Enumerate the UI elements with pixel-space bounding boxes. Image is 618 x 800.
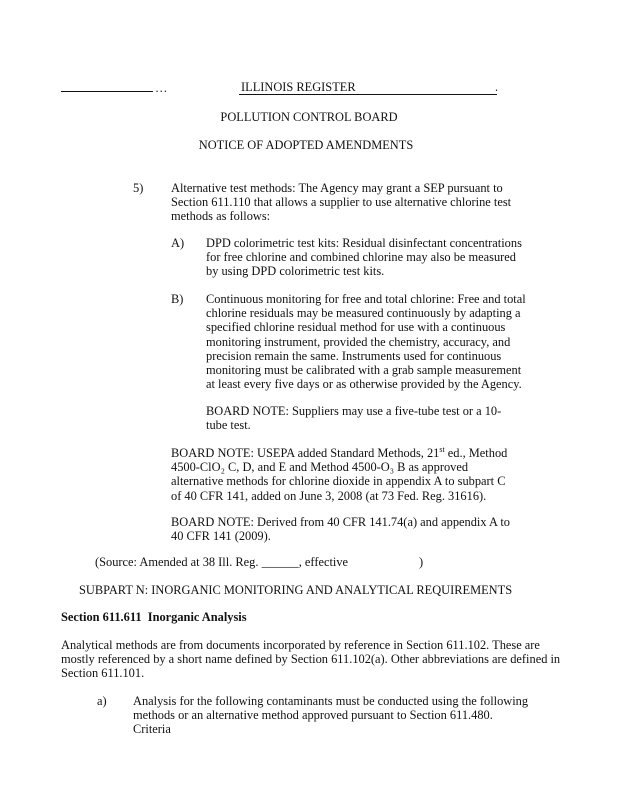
item-a-text: DPD colorimetric test kits: Residual disinfectant concentrations for free chlorine and combined chlorine may also be measured by using DPD colorimetric test kits. — [206, 236, 522, 279]
source-end: ) — [419, 555, 424, 569]
board-note-tube-test: BOARD NOTE: Suppliers may use a five-tube test or a 10-tube test. — [206, 404, 502, 433]
item-5-number: 5) — [133, 181, 144, 195]
left-dots: … — [155, 81, 168, 95]
section-number: Section 611.611 — [61, 610, 142, 624]
source-middle: , effective — [298, 555, 349, 569]
register-header-row — [61, 80, 561, 95]
item-b-text: Continuous monitoring for free and total chlorine: Free and total chlorine residuals may be measured continuously by adapting a specified chlorine residual method for use with a continuous monitoring instrument, provided the chemistry, accuracy, and precision remain the same. Instruments used for continuous monitoring must be calibrated with a grab sample measurement at least every five days or as otherwise provided by the Agency. — [206, 292, 526, 392]
source-prefix: (Source: Amended at 38 Ill. Reg. — [95, 555, 259, 569]
source-blank: ______ — [261, 555, 299, 569]
source-line — [95, 555, 535, 569]
item-a-lower-text: Analysis for the following contaminants must be conducted using the following methods or an alternative method approved pursuant to Section 611.480. Criteria — [133, 694, 529, 737]
notice-title: NOTICE OF ADOPTED AMENDMENTS — [198, 138, 414, 152]
item-5-text: Alternative test methods: The Agency may grant a SEP pursuant to Section 611.110 that allows a supplier to use alternative chlorine test methods as follows: — [171, 181, 512, 224]
right-dot: . — [495, 80, 499, 94]
board-title: POLLUTION CONTROL BOARD — [220, 110, 398, 124]
board-note-derived: BOARD NOTE: Derived from 40 CFR 141.74(a) and appendix A to 40 CFR 141 (2009). — [171, 515, 510, 544]
item-b-label: B) — [171, 292, 184, 306]
board-note-usepa: BOARD NOTE: USEPA added Standard Methods, 21st ed., Method 4500-ClO₂ C, D, and E and Method 4500-O₃ B as approved alternative methods for chlorine dioxide in appendix A to subpart C of 40 CFR 141, added on June 3, 2008 (at 73 Fed. Reg. 31616). — [171, 444, 508, 503]
analytical-methods-paragraph: Analytical methods are from documents incorporated by reference in Section 611.102. These are mostly referenced by a short name defined by Section 611.102(a). Other abbreviations are defined in Section 611.101. — [61, 638, 561, 681]
section-title: Inorganic Analysis — [147, 610, 247, 624]
left-rule — [61, 80, 153, 92]
section-heading — [61, 610, 247, 624]
item-a-lower-label: a) — [97, 694, 107, 708]
item-a-label: A) — [171, 236, 185, 250]
register-title: ILLINOIS REGISTER — [239, 80, 497, 95]
subpart-title: SUBPART N: INORGANIC MONITORING AND ANALYTICAL REQUIREMENTS — [79, 583, 513, 597]
